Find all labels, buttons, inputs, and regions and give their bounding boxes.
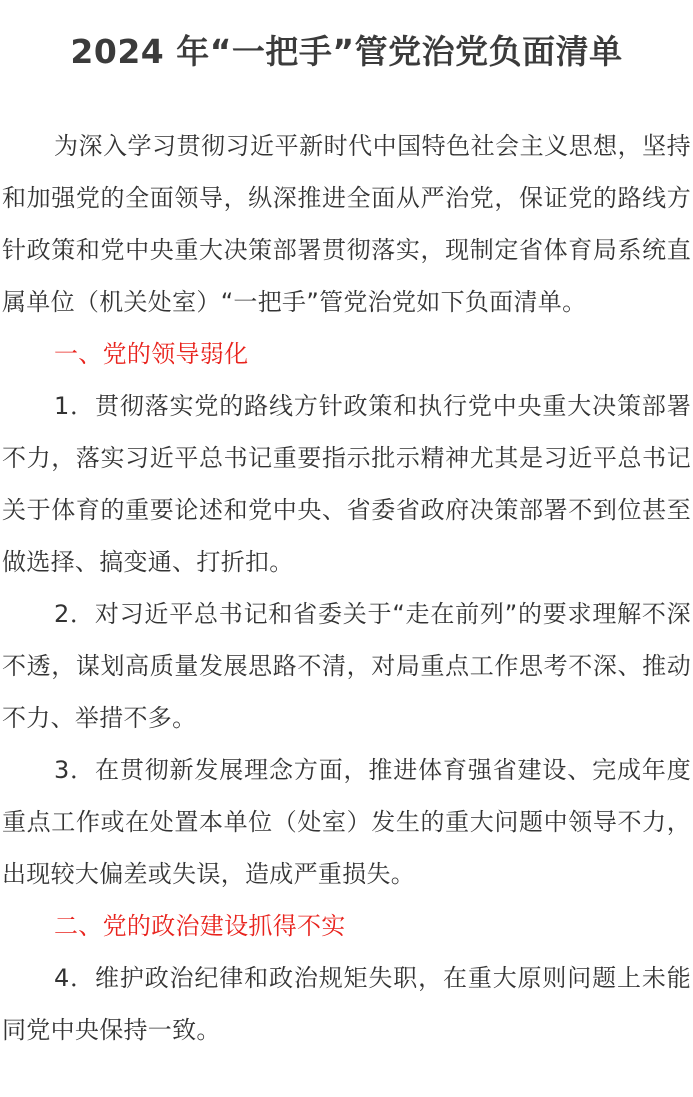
section-2-item-4: 4．维护政治纪律和政治规矩失职，在重大原则问题上未能同党中央保持一致。 <box>2 964 691 1044</box>
section-heading-2: 二、党的政治建设抓得不实 <box>54 912 346 940</box>
section-1-item-1: 1．贯彻落实党的路线方针政策和执行党中央重大决策部署不力，落实习近平总书记重要指示批示精神尤其是习近平总书记关于体育的重要论述和党中央、省委省政府决策部署不到位甚至做选择、搞变通、打折扣。 <box>2 392 691 576</box>
document-title: 2024 年“一把手”管党治党负面清单 <box>70 32 623 71</box>
intro-paragraph: 为深入学习贯彻习近平新时代中国特色社会主义思想，坚持和加强党的全面领导，纵深推进全面从严治党，保证党的路线方针政策和党中央重大决策部署贯彻落实，现制定省体育局系统直属单位（机关处室）“一把手”管党治党如下负面清单。 <box>2 132 691 316</box>
document-body <box>0 120 693 1056</box>
section-heading-1: 一、党的领导弱化 <box>54 340 249 368</box>
section-1-item-2: 2．对习近平总书记和省委关于“走在前列”的要求理解不深不透，谋划高质量发展思路不清，对局重点工作思考不深、推动不力、举措不多。 <box>2 600 691 732</box>
section-1-item-3: 3．在贯彻新发展理念方面，推进体育强省建设、完成年度重点工作或在处置本单位（处室）发生的重大问题中领导不力，出现较大偏差或失误，造成严重损失。 <box>2 756 691 888</box>
